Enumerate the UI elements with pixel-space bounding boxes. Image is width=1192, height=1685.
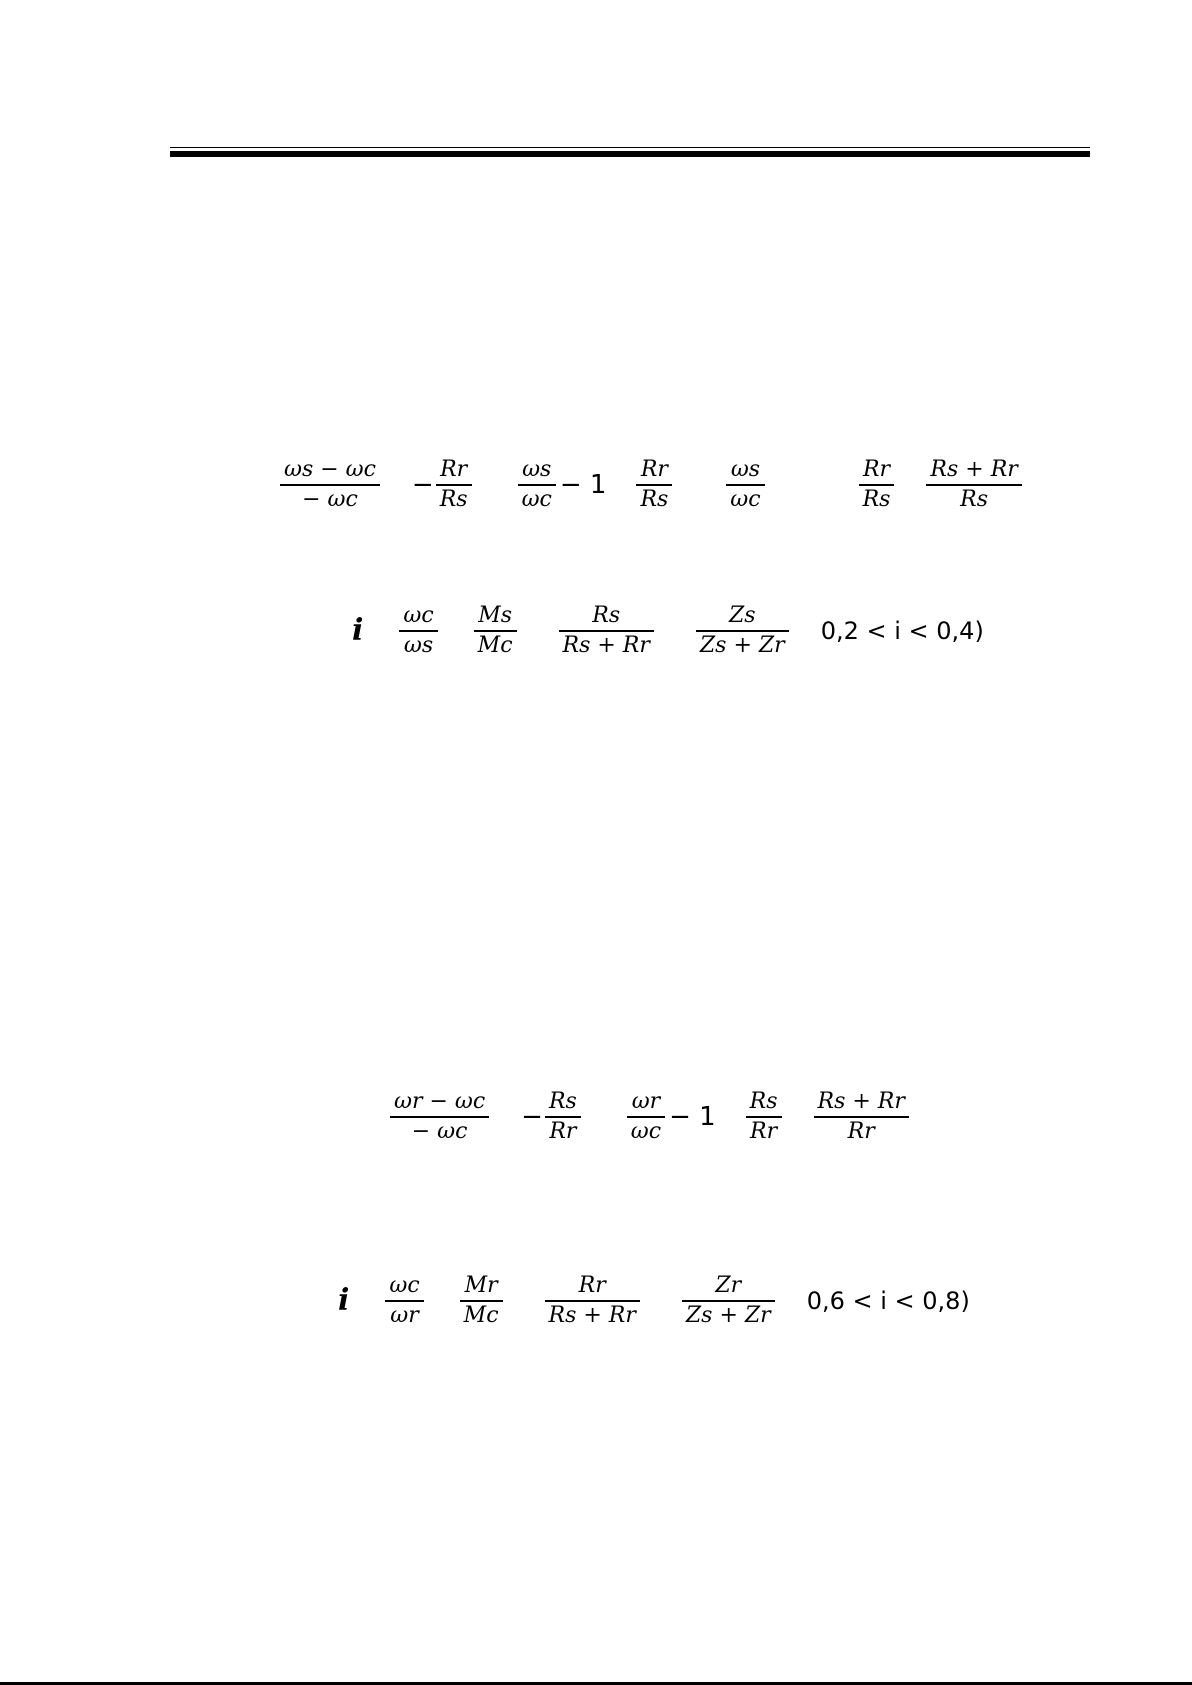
fraction: $\frac{Mr}{Mc}$: [460, 1272, 503, 1330]
fraction: $\frac{Rs + Rr}{Rs}$: [926, 456, 1021, 514]
fraction: $\frac{Rr}{Rs}$: [436, 456, 472, 514]
formula-2: [352, 602, 984, 660]
fraction: $\frac{Rr}{Rs + Rr}$: [545, 1272, 640, 1330]
range-condition: 0,6 < i < 0,8): [806, 1286, 970, 1315]
fraction: $\frac{Zs}{Zs + Zr}$: [696, 602, 789, 660]
fraction: $\frac{Zr}{Zs + Zr}$: [682, 1272, 775, 1330]
fraction: $\frac{Rs + Rr}{Rr}$: [814, 1088, 909, 1146]
fraction: $\frac{\omega s - \omega c}{- \omega c}$: [280, 456, 380, 514]
fraction: $\frac{\omega c}{\omega r}$: [385, 1272, 423, 1330]
fraction: $\frac{Rr}{Rs}$: [859, 456, 895, 514]
fraction: $\frac{Rr}{Rs}$: [636, 456, 672, 514]
fraction: $\frac{Rs}{Rr}$: [545, 1088, 581, 1146]
fraction: $\frac{\omega s}{\omega c}$: [518, 456, 556, 514]
header-rule: [170, 151, 1090, 157]
ratio-symbol-i: i: [352, 613, 364, 649]
fraction: $\frac{Ms}{Mc}$: [474, 602, 517, 660]
formula-1: [262, 456, 1040, 514]
minus-one: − 1: [669, 1101, 716, 1132]
fraction: $\frac{\omega r - \omega c}{- \omega c}$: [390, 1088, 489, 1146]
fraction: $\frac{\omega c}{\omega s}$: [399, 602, 437, 660]
formula-3: [372, 1088, 927, 1146]
minus-sign: −: [411, 469, 434, 500]
minus-sign: −: [521, 1101, 543, 1132]
formula-4: [338, 1272, 970, 1330]
fraction: $\frac{\omega s}{\omega c}$: [726, 456, 764, 514]
ratio-symbol-i: i: [338, 1283, 350, 1319]
fraction: $\frac{Rs}{Rs + Rr}$: [559, 602, 654, 660]
fraction: $\frac{\omega r}{\omega c}$: [627, 1088, 665, 1146]
header-rule-thin: [170, 147, 1090, 148]
fraction: $\frac{Rs}{Rr}$: [746, 1088, 782, 1146]
minus-one: − 1: [559, 469, 607, 500]
range-condition: 0,2 < i < 0,4): [820, 616, 984, 645]
